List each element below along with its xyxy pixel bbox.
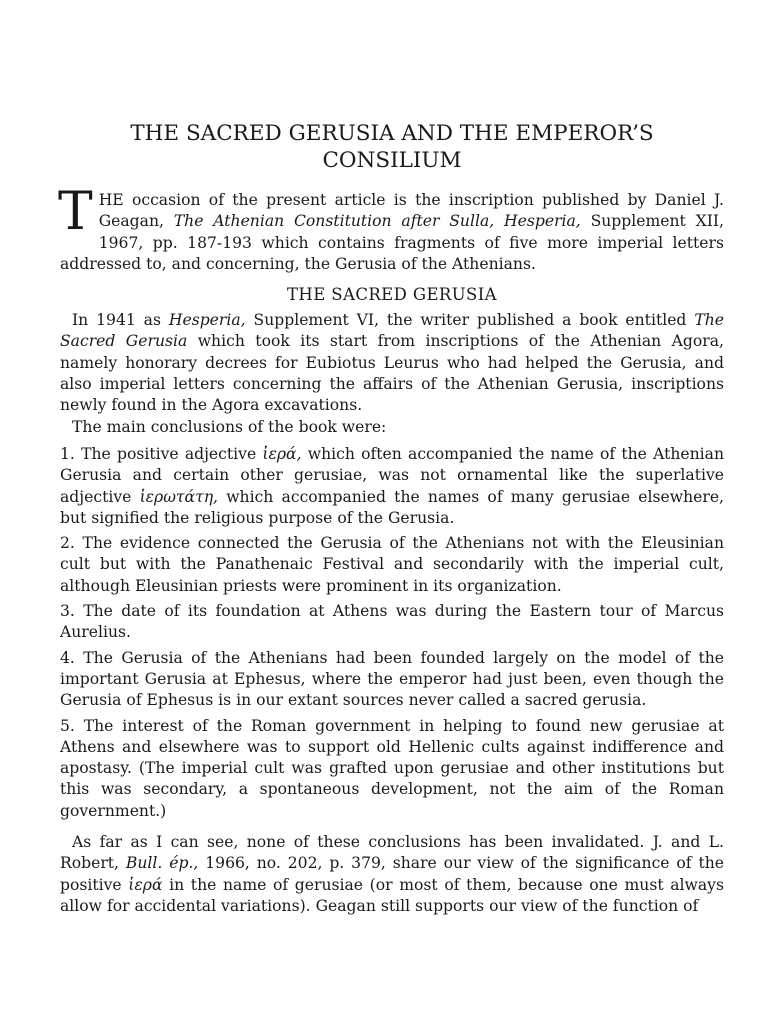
- intro-citation: The Athenian Constitution after Sulla, Hesperia,: [173, 212, 581, 231]
- closing-text-2: 1966, no. 202, p. 379, share our view of the significance of the positive: [60, 854, 724, 894]
- list-item-1-text-1: 1. The positive adjective: [60, 444, 263, 463]
- list-item: 5. The interest of the Roman government in helping to found new gerusiae at Athens and elsewhere was to support old Hellenic cults against indifference and apostasy. (The imperial cult was grafted upon gerusiae and other institutions but this was secondary, a spontaneous development, not the aim of the Roman government.): [60, 716, 724, 820]
- list-item: [60, 444, 724, 529]
- body-paragraph-1: [60, 310, 724, 416]
- closing-paragraph: [60, 832, 724, 917]
- title-line-1: THE SACRED GERUSIA AND THE EMPEROR’S: [130, 121, 654, 146]
- para1-text-1: In 1941 as: [72, 311, 169, 330]
- list-item-1-greek-1: ἱερά,: [262, 444, 302, 463]
- body-paragraph-2: The main conclusions of the book were:: [72, 417, 387, 436]
- para1-italic-hesperia: Hesperia,: [168, 311, 246, 330]
- list-item: 3. The date of its foundation at Athens was during the Eastern tour of Marcus Aurelius.: [60, 602, 724, 642]
- list-item: 2. The evidence connected the Gerusia of the Athenians not with the Eleusinian cult but with the Panathenaic Festival and secondarily with the imperial cult, although Eleusinian priests were prominent in its organization.: [60, 534, 724, 595]
- article-title: [60, 120, 724, 174]
- closing-text-1: As far as I can see, none of these conclusions has been invalidated. J. and L. Robert,: [60, 833, 724, 873]
- closing-italic-citation: Bull. ép.,: [125, 854, 199, 873]
- closing-text-3: in the name of gerusiae (or most of them, because one must always allow for accidental variations). Geagan still supports our view of the function of: [60, 875, 724, 915]
- para1-text-2: Supplement VI, the writer published a book entitled: [245, 311, 695, 330]
- title-line-2: CONSILIUM: [322, 148, 462, 173]
- conclusions-list: [60, 444, 724, 822]
- intro-text-2: Supplement XII, 1967, pp. 187-193 which contains fragments of five more imperial letters addressed to, and concerning, the Gerusia of the Athenians.: [60, 212, 725, 273]
- closing-greek: ἱερά: [128, 875, 163, 894]
- para1-text-3: which took its start from inscriptions of the Athenian Agora, namely honorary decrees for Eubiotus Leurus who had helped the Gerusia, and also imperial letters concerning the affairs of the Athenian Gerusia, inscriptions newly found in the Agora excavations.: [60, 332, 724, 415]
- section-heading: THE SACRED GERUSIA: [287, 285, 497, 305]
- list-item-1-greek-2: ἱερωτάτη,: [139, 487, 219, 506]
- list-item-1-text-2: which often accompanied the name of the Athenian Gerusia and certain other gerusiae, was not ornamental like the superlative adjective: [60, 444, 724, 506]
- intro-paragraph: [58, 182, 725, 275]
- list-item: 4. The Gerusia of the Athenians had been founded largely on the model of the important Gerusia at Ephesus, where the emperor had just been, even though the Gerusia of Ephesus is in our extant sources never called a sacred gerusia.: [60, 648, 724, 710]
- intro-text-1: HE occasion of the present article is the inscription published by Daniel J. Geagan,: [98, 191, 724, 231]
- article-page: [60, 120, 724, 917]
- drop-cap: T: [58, 182, 93, 242]
- para1-italic-book-title: The Sacred Gerusia: [60, 311, 724, 351]
- list-item-1-text-3: which accompanied the names of many gerusiae elsewhere, but signified the religious purpose of the Gerusia.: [60, 487, 725, 527]
